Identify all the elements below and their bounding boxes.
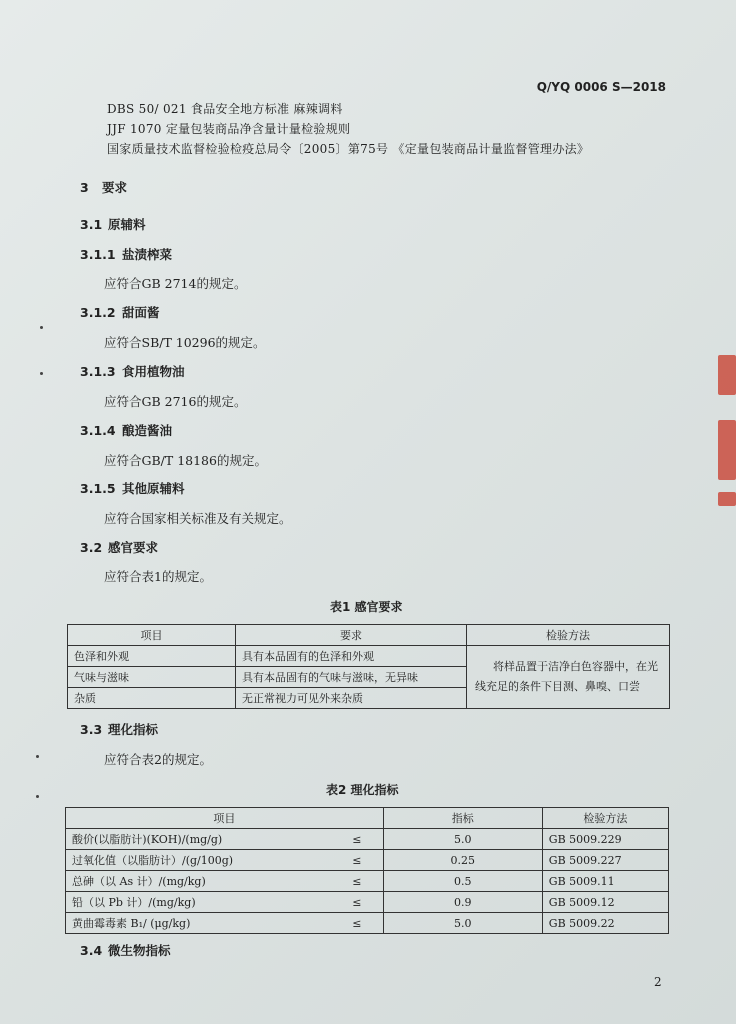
section-number: 3.4 (80, 943, 103, 958)
table-cell: ≤ (331, 829, 384, 850)
table-header-cell: 项目 (66, 808, 384, 829)
table-row (68, 646, 670, 667)
section-number: 3.2 (80, 540, 103, 555)
table-cell: ≤ (331, 850, 384, 871)
section-title: 甜面酱 (122, 305, 160, 320)
table-cell: 杂质 (68, 688, 236, 709)
table-row (66, 892, 669, 913)
section-title: 盐渍榨菜 (122, 247, 173, 262)
section-3-1-5-heading (80, 479, 185, 497)
reference-1: DBS 50/ 021 食品安全地方标准 麻辣调料 (107, 102, 343, 116)
scan-speck (36, 795, 39, 798)
section-title: 要求 (102, 180, 128, 195)
section-number: 3.1.1 (80, 247, 116, 262)
section-title: 微生物指标 (108, 943, 171, 958)
table1-caption: 表1 感官要求 (330, 600, 403, 614)
table-row (66, 871, 669, 892)
section-number: 3.1.3 (80, 364, 116, 379)
table-row (66, 913, 669, 934)
section-3-1-1-text: 应符合GB 2714的规定。 (104, 276, 247, 291)
method-line: 线充足的条件下目测、鼻嗅、口尝 (475, 680, 640, 693)
scan-speck (40, 326, 43, 329)
section-title: 食用植物油 (122, 364, 185, 379)
table-cell: ≤ (331, 913, 384, 934)
red-stamp-edge (718, 420, 736, 480)
table-cell: 黄曲霉毒素 B₁/ (μg/kg) (66, 913, 331, 934)
table-header-cell: 项目 (68, 625, 236, 646)
table-header-row (68, 625, 670, 646)
table-header-cell: 指标 (383, 808, 542, 829)
red-stamp-edge (718, 492, 736, 506)
table-cell: 0.9 (383, 892, 542, 913)
table-cell: GB 5009.229 (542, 829, 668, 850)
scan-speck (40, 372, 43, 375)
section-3-2-heading (80, 538, 158, 556)
table-cell: 气味与滋味 (68, 667, 236, 688)
red-stamp-edge (718, 355, 736, 395)
section-3-1-4-heading (80, 421, 172, 439)
table-cell: 无正常视力可见外来杂质 (236, 688, 467, 709)
section-3-1-5-text: 应符合国家相关标准及有关规定。 (104, 511, 292, 526)
table-cell: GB 5009.22 (542, 913, 668, 934)
table-cell: 0.5 (383, 871, 542, 892)
section-3-2-text: 应符合表1的规定。 (104, 569, 212, 584)
section-title: 原辅料 (108, 217, 146, 232)
section-3-1-1-heading (80, 245, 172, 263)
table-cell: 0.25 (383, 850, 542, 871)
table-header-row (66, 808, 669, 829)
section-title: 理化指标 (108, 722, 159, 737)
section-3-3-heading (80, 720, 158, 738)
section-3-4-heading (80, 941, 171, 959)
page-number: 2 (654, 975, 662, 989)
table-cell: 具有本品固有的色泽和外观 (236, 646, 467, 667)
section-number: 3.1.2 (80, 305, 116, 320)
table-header-cell: 检验方法 (542, 808, 668, 829)
table-cell: 5.0 (383, 913, 542, 934)
section-3-3-text: 应符合表2的规定。 (104, 752, 212, 767)
section-number: 3.1 (80, 217, 103, 232)
section-3-1-heading (80, 215, 146, 233)
reference-3: 国家质量技术监督检验检疫总局令〔2005〕第75号 《定量包装商品计量监督管理办法》 (107, 142, 590, 156)
section-title: 酿造酱油 (122, 423, 173, 438)
reference-2: JJF 1070 定量包装商品净含量计量检验规则 (107, 122, 351, 136)
section-title: 感官要求 (108, 540, 159, 555)
table-cell: GB 5009.12 (542, 892, 668, 913)
section-3-1-4-text: 应符合GB/T 18186的规定。 (104, 453, 267, 468)
section-3-1-3-text: 应符合GB 2716的规定。 (104, 394, 247, 409)
table-cell: 过氧化值（以脂肪计）/(g/100g) (66, 850, 331, 871)
section-number: 3.3 (80, 722, 103, 737)
table-cell: 具有本品固有的气味与滋味，无异味 (236, 667, 467, 688)
table-cell: GB 5009.11 (542, 871, 668, 892)
section-title: 其他原辅料 (122, 481, 185, 496)
scan-speck (36, 755, 39, 758)
table2-caption: 表2 理化指标 (326, 783, 399, 797)
table-cell: 5.0 (383, 829, 542, 850)
section-3-1-3-heading (80, 362, 185, 380)
table-row (66, 829, 669, 850)
table-cell: ≤ (331, 871, 384, 892)
table-cell: 总砷（以 As 计）/(mg/kg) (66, 871, 331, 892)
table-row (66, 850, 669, 871)
section-number: 3.1.4 (80, 423, 116, 438)
table-cell: 酸价(以脂肪计)(KOH)/(mg/g) (66, 829, 331, 850)
table-header-cell: 检验方法 (467, 625, 670, 646)
section-3-1-2-heading (80, 303, 160, 321)
table-cell: 色泽和外观 (68, 646, 236, 667)
section-number: 3 (80, 180, 89, 195)
physicochemical-table (65, 807, 669, 934)
section-number: 3.1.5 (80, 481, 116, 496)
sensory-table (67, 624, 670, 709)
table-header-cell: 要求 (236, 625, 467, 646)
method-line: 将样品置于洁净白色容器中，在光 (493, 660, 658, 673)
table-cell: 铅（以 Pb 计）/(mg/kg) (66, 892, 331, 913)
table-cell: ≤ (331, 892, 384, 913)
method-cell (467, 646, 670, 709)
document-code: Q/YQ 0006 S—2018 (536, 80, 666, 94)
section-3-heading (80, 178, 127, 196)
table-cell: GB 5009.227 (542, 850, 668, 871)
section-3-1-2-text: 应符合SB/T 10296的规定。 (104, 335, 266, 350)
